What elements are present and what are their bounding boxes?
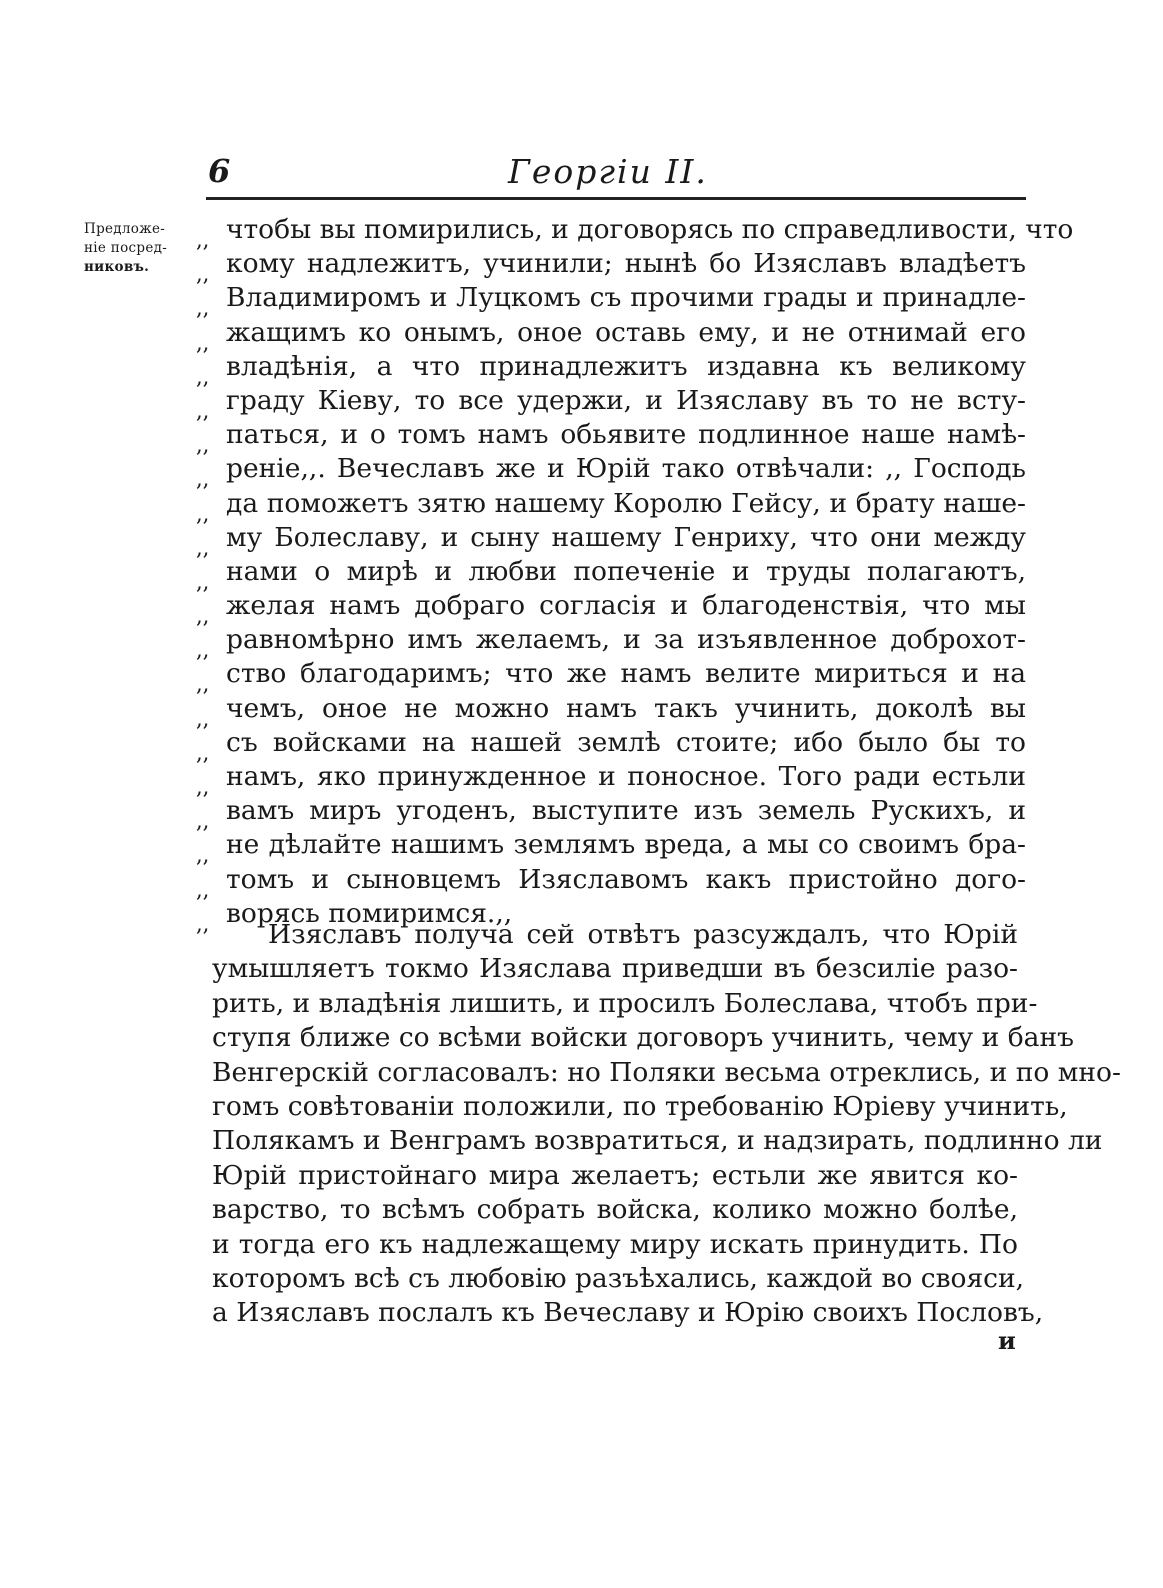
text-line: ступя ближе со всѣми войски договоръ учинить, чему и банъ [212,1022,1074,1054]
quotation-mark: ,, [196,672,210,697]
text-line: владѣнія, а что принадлежитъ издавна къ великому [226,350,1026,382]
text-line: и тогда его къ надлежащему миру искать принудить. По [212,1228,1018,1260]
text-line: вамъ миръ угоденъ, выступите изъ земель Рускихъ, и [226,795,1026,827]
quotation-mark: ,, [196,740,210,765]
text-line: чемъ, оное не можно намъ такъ учинить, доколѣ вы [226,692,1026,724]
running-head: Георгіи II. [508,152,708,191]
text-line: нами о мирѣ и любви попеченіе и труды полагаютъ, [226,555,1026,587]
text-line: томъ и сыновцемъ Изяславомъ какъ пристойно дого- [226,863,1026,895]
quotation-mark: ,, [196,228,210,252]
quotation-mark: ,, [196,364,210,389]
quotation-mark: ,, [196,843,210,868]
text-line: намъ, яко принужденное и поносное. Того ради естьли [226,761,1026,792]
quoted-speech-block [226,213,1074,931]
quotation-mark: ,, [196,809,210,834]
text-line: паться, и о томъ намъ обьявите подлинное наше намѣ- [226,419,1026,451]
text-line: не дѣлайте нашимъ землямъ вреда, а мы со своимъ бра- [226,829,1026,861]
quotation-mark: ,, [196,330,210,355]
text-line: кому надлежитъ, учинили; нынѣ бо Изяславъ владѣетъ [226,248,1026,280]
text-line: равномѣрно имъ желаемъ, и за изъявленное доброхот- [226,624,1026,656]
quotation-mark: ,, [196,604,210,629]
text-line: желая намъ добраго согласія и благоденствія, что мы [226,590,1026,622]
page-header [208,152,1020,198]
quotation-marks-column [196,213,226,936]
catchword: и [998,1326,1016,1355]
text-line: жащимъ ко онымъ, оное оставь ему, и не отнимай его [226,316,1026,348]
text-line: му Болеславу, и сыну нашему Генриху, что они между [226,521,1026,553]
quotation-mark: ,, [196,501,210,526]
marginal-note-line: ніе посред- [84,240,168,256]
text-line: варство, то всѣмъ собрать войска, колико можно болѣе, [212,1194,1018,1226]
quotation-mark: ,, [196,706,210,731]
text-line: которомъ всѣ съ любовію разъѣхались, каждой во свояси, [212,1262,1025,1294]
marginal-note-line: Предложе- [84,221,166,237]
quotation-mark: ,, [196,535,210,560]
text-line: реніе,,. Вечеславъ же и Юрій тако отвѣчали: ,, Господь [226,453,1026,485]
text-line: Юрій пристойнаго мира желаетъ; естьли же явится ко- [212,1159,1018,1191]
quotation-mark: ,, [196,296,210,321]
quotation-mark: ,, [196,877,210,902]
quotation-mark: ,, [196,775,210,799]
text-line: Изяславъ получа сей отвѣтъ разсуждалъ, что Юрій [268,919,1018,950]
quotation-mark: ,, [196,569,210,594]
quotation-mark: ,, [196,911,210,936]
text-line: умышляетъ токмо Изяслава приведши въ безсиліе разо- [212,953,1018,985]
marginal-note-line: никовъ. [84,259,150,275]
quotation-mark: ,, [196,433,210,458]
text-line: да поможетъ зятю нашему Королю Гейсу, и брату наше- [226,487,1026,519]
text-line: Венгерскій согласовалъ: но Поляки весьма отреклись, и по мно- [212,1056,1121,1088]
marginal-note [84,220,196,277]
text-line: ство благодаримъ; что же намъ велите мириться и на [226,658,1026,690]
quotation-mark: ,, [196,262,210,287]
page-number: 6 [208,152,231,190]
text-line: рить, и владѣнія лишить, и просилъ Болеслава, чтобъ при- [212,987,1038,1019]
narrative-paragraph [212,918,1121,1331]
text-line: а Изяславъ послалъ къ Вечеславу и Юрію своихъ Пословъ, [212,1297,1044,1329]
text-line: съ войсками на нашей землѣ стоите; ибо было бы то [226,726,1026,758]
header-rule [206,197,1026,200]
text-line: ворясь помиримся.,, [226,897,513,929]
quotation-mark: ,, [196,638,210,663]
text-line: Полякамъ и Венграмъ возвратиться, и надзирать, подлинно ли [212,1125,1103,1157]
text-line: граду Кіеву, то все удержи, и Изяславу въ то не всту- [226,384,1026,416]
text-line: Владимиромъ и Луцкомъ съ прочими грады и принадле- [226,282,1026,314]
text-line: чтобы вы помирились, и договорясь по справедливости, что [226,214,1074,245]
quotation-mark: ,, [196,398,210,423]
text-line: гомъ совѣтованіи положили, по требованію Юріеву учинить, [212,1090,1068,1122]
quotation-mark: ,, [196,467,210,492]
